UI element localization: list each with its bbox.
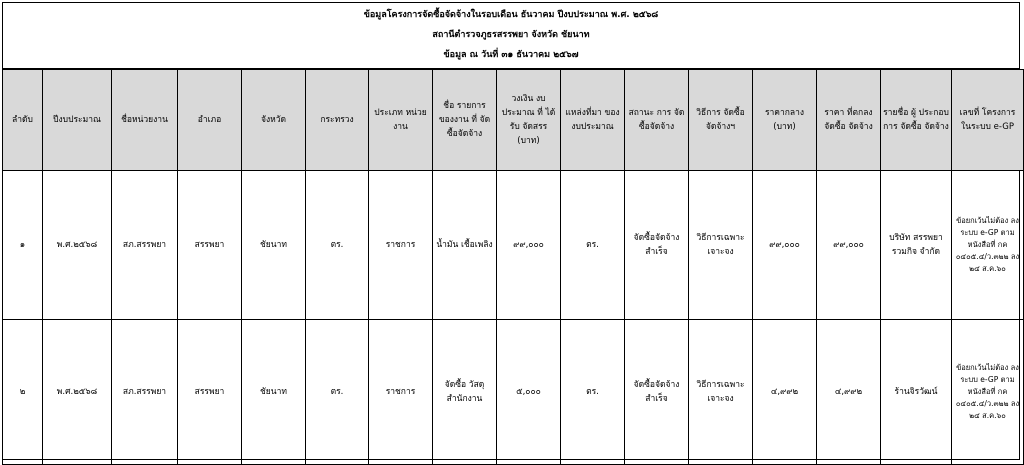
col-header-vendor: รายชื่อ ผู้ ประกอบ การ จัดซื้อ จัดจ้าง — [881, 70, 952, 171]
col-header-method: วิธีการ จัดซื้อ จัดจ้างฯ — [689, 70, 753, 171]
station-title: สถานีตำรวจภูธรสรรพยา จังหวัด ชัยนาท — [432, 30, 590, 40]
cell-fiscal-year: พ.ศ.๒๕๖๘ — [43, 320, 112, 465]
cell-budget: ๙๙,๐๐๐ — [497, 171, 561, 320]
col-header-budget: วงเงิน งบประมาณ ที่ ได้รับ จัดสรร (บาท) — [497, 70, 561, 171]
title-block — [3, 3, 1019, 69]
cell-item: น้ำมัน เชื้อเพลิง — [433, 171, 497, 320]
col-header-agreed-price: ราคา ที่ตกลง จัดซื้อ จัดจ้าง — [817, 70, 881, 171]
cell-agency: สภ.สรรพยา — [112, 320, 178, 465]
cell-province: ชัยนาท — [242, 171, 306, 320]
cell-method: วิธีการเฉพาะ เจาะจง — [689, 171, 753, 320]
col-header-fiscal-year: ปีงบประมาณ — [43, 70, 112, 171]
header-row — [3, 70, 1024, 171]
cell-vendor: บริษัท สรรพยา รวมกิจ จำกัด — [881, 171, 952, 320]
cell-province: ชัยนาท — [242, 320, 306, 465]
cell-egp-note: ข้อยกเว้นไม่ต้อง ลงระบบ e-GP ตามหนังสือที่ กค ๐๔๐๕.๔/ว.๓๒๒ ลง ๒๔ ส.ค.๖๐ — [952, 320, 1024, 465]
data-date: ข้อมูล ณ วันที่ ๓๑ ธันวาคม ๒๕๖๗ — [443, 50, 579, 60]
cell-median-price: ๔,๙๙๒ — [753, 320, 817, 465]
col-header-egp: เลขที่ โครงการ ในระบบ e-GP — [952, 70, 1024, 171]
cell-fiscal-year: พ.ศ.๒๕๖๘ — [43, 171, 112, 320]
table-row — [3, 171, 1024, 320]
cell-district: สรรพยา — [178, 320, 242, 465]
col-header-ministry: กระทรวง — [306, 70, 369, 171]
procurement-sheet — [2, 2, 1020, 460]
col-header-status: สถานะ การ จัด ซื้อจัดจ้าง — [625, 70, 689, 171]
cell-ministry: ตร. — [306, 320, 369, 465]
col-header-item: ชื่อ รายการ ของงาน ที่ จัดซื้อจัดจ้าง — [433, 70, 497, 171]
cell-method: วิธีการเฉพาะ เจาะจง — [689, 320, 753, 465]
report-title: ข้อมูลโครงการจัดซื้อจัดจ้างในรอบเดือน ธันวาคม ปีงบประมาณ พ.ศ. ๒๕๖๘ — [363, 10, 659, 20]
cell-source: ตร. — [561, 171, 625, 320]
cell-agreed-price: ๙๙,๐๐๐ — [817, 171, 881, 320]
procurement-table — [2, 69, 1024, 465]
cell-status: จัดซื้อจัดจ้าง สำเร็จ — [625, 320, 689, 465]
cell-agency: สภ.สรรพยา — [112, 171, 178, 320]
cell-no: ๑ — [3, 171, 43, 320]
cell-status: จัดซื้อจัดจ้าง สำเร็จ — [625, 171, 689, 320]
cell-agreed-price: ๔,๙๙๒ — [817, 320, 881, 465]
cell-source: ตร. — [561, 320, 625, 465]
cell-ministry: ตร. — [306, 171, 369, 320]
col-header-province: จังหวัด — [242, 70, 306, 171]
col-header-agency-type: ประเภท หน่วยงาน — [369, 70, 433, 171]
col-header-median-price: ราคากลาง (บาท) — [753, 70, 817, 171]
cell-no: ๒ — [3, 320, 43, 465]
cell-median-price: ๙๙,๐๐๐ — [753, 171, 817, 320]
col-header-agency: ชื่อหน่วยงาน — [112, 70, 178, 171]
cell-egp-note: ข้อยกเว้นไม่ต้อง ลงระบบ e-GP ตามหนังสือที่ กค ๐๔๐๕.๔/ว.๓๒๒ ลง ๒๔ ส.ค.๖๐ — [952, 171, 1024, 320]
cell-vendor: ร้านจิรวัฒน์ — [881, 320, 952, 465]
table-row — [3, 320, 1024, 465]
cell-district: สรรพยา — [178, 171, 242, 320]
cell-budget: ๕,๐๐๐ — [497, 320, 561, 465]
col-header-district: อำเภอ — [178, 70, 242, 171]
cell-agency-type: ราชการ — [369, 171, 433, 320]
cell-item: จัดซื้อ วัสดุ สำนักงาน — [433, 320, 497, 465]
col-header-source: แหล่งที่มา ของ งบประมาณ — [561, 70, 625, 171]
cell-agency-type: ราชการ — [369, 320, 433, 465]
col-header-no: ลำดับ — [3, 70, 43, 171]
